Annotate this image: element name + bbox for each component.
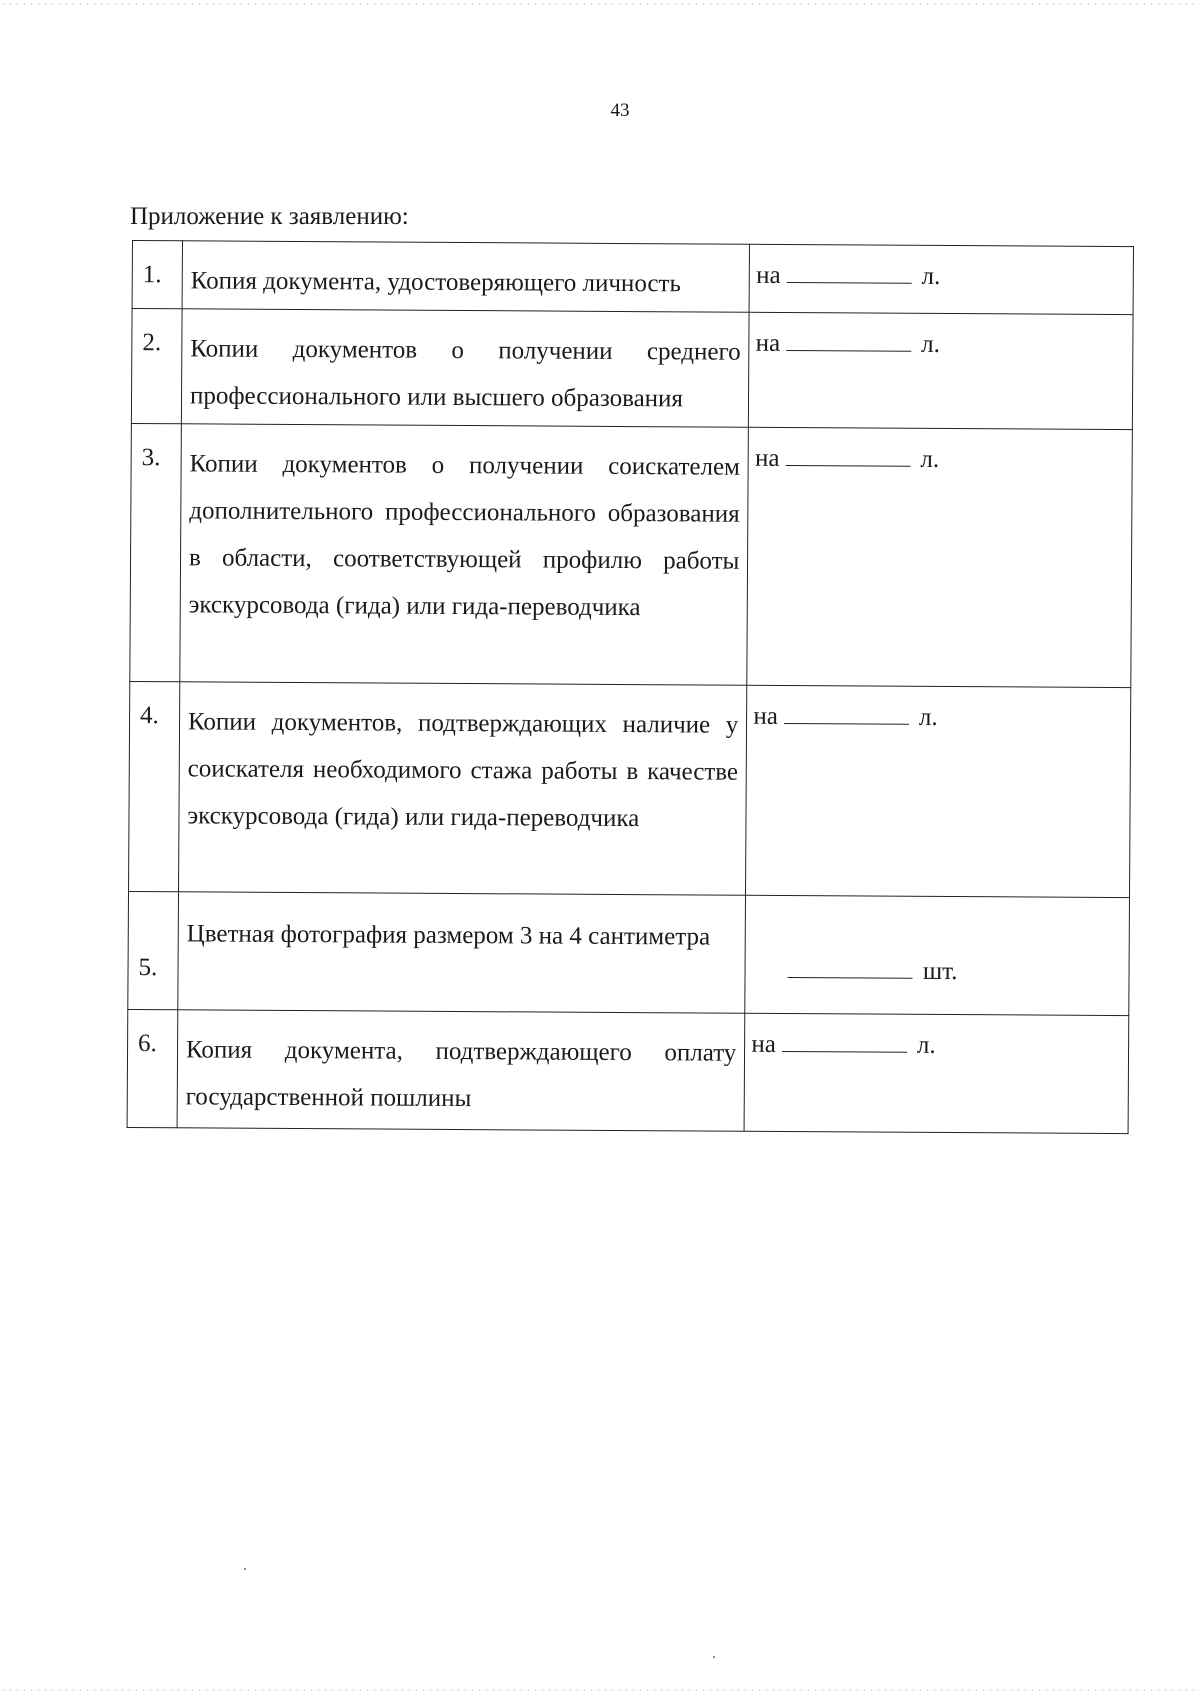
count-prefix: на <box>751 1030 776 1058</box>
count-prefix: на <box>753 702 778 730</box>
count-unit: л. <box>918 703 938 731</box>
page-number: 43 <box>610 100 630 121</box>
row-number: 4. <box>129 681 180 891</box>
scan-noise-bottom <box>0 1688 1200 1692</box>
row-description: Копии документов, подтверждающих наличие у соискателя необходимого стажа работы в качестве экскурсовода (гида) или гида-переводчика <box>178 682 747 895</box>
sheet-count-cell <box>749 312 1133 429</box>
count-prefix: на <box>754 444 780 472</box>
piece-count-cell <box>745 895 1129 1015</box>
count-prefix: на <box>755 329 781 357</box>
count-unit: л. <box>916 1031 936 1059</box>
table-row <box>131 309 1133 430</box>
row-description: Копии документов о получении среднего профессионального или высшего образования <box>181 309 749 427</box>
sheet-count-cell <box>744 1013 1128 1133</box>
sheet-count-cell <box>747 427 1132 687</box>
count-unit: л. <box>920 445 940 473</box>
fill-in-blank[interactable] <box>782 1033 907 1053</box>
row-number: 1. <box>132 241 182 309</box>
fill-in-blank[interactable] <box>785 447 910 467</box>
count-unit: л. <box>921 262 941 290</box>
fill-in-blank[interactable] <box>786 332 911 352</box>
fill-in-blank[interactable] <box>787 264 912 284</box>
attachment-table <box>127 240 1134 1134</box>
attachment-heading: Приложение к заявлению: <box>130 203 409 230</box>
sheet-count-cell <box>746 685 1131 897</box>
scan-speck <box>244 1568 246 1570</box>
table-row <box>129 681 1131 897</box>
table-row <box>132 241 1133 315</box>
fill-in-blank[interactable] <box>784 705 909 725</box>
row-number: 6. <box>127 1009 178 1127</box>
row-number: 5. <box>128 891 179 1009</box>
table-row <box>130 423 1133 687</box>
row-number: 2. <box>131 309 182 424</box>
count-unit: л. <box>921 330 940 358</box>
scan-speck <box>713 1656 715 1658</box>
table-row <box>128 891 1130 1015</box>
scan-noise-top <box>0 2 1200 6</box>
sheet-count-cell <box>749 244 1133 314</box>
row-description: Копии документов о получении соискателем дополнительного профессионального образования в области, соответствующей профилю работы экскурсовода (гида) или гида-переводчика <box>180 424 749 685</box>
row-description: Цветная фотография размером 3 на 4 сантиметра <box>178 892 746 1013</box>
count-prefix: на <box>756 261 781 289</box>
table-row <box>127 1009 1129 1133</box>
row-number: 3. <box>130 423 182 681</box>
row-description: Копия документа, подтверждающего оплату государственной пошлины <box>177 1010 745 1131</box>
row-description: Копия документа, удостоверяющего личность <box>182 241 750 312</box>
count-unit: шт. <box>922 957 958 986</box>
fill-in-blank[interactable] <box>788 959 913 979</box>
